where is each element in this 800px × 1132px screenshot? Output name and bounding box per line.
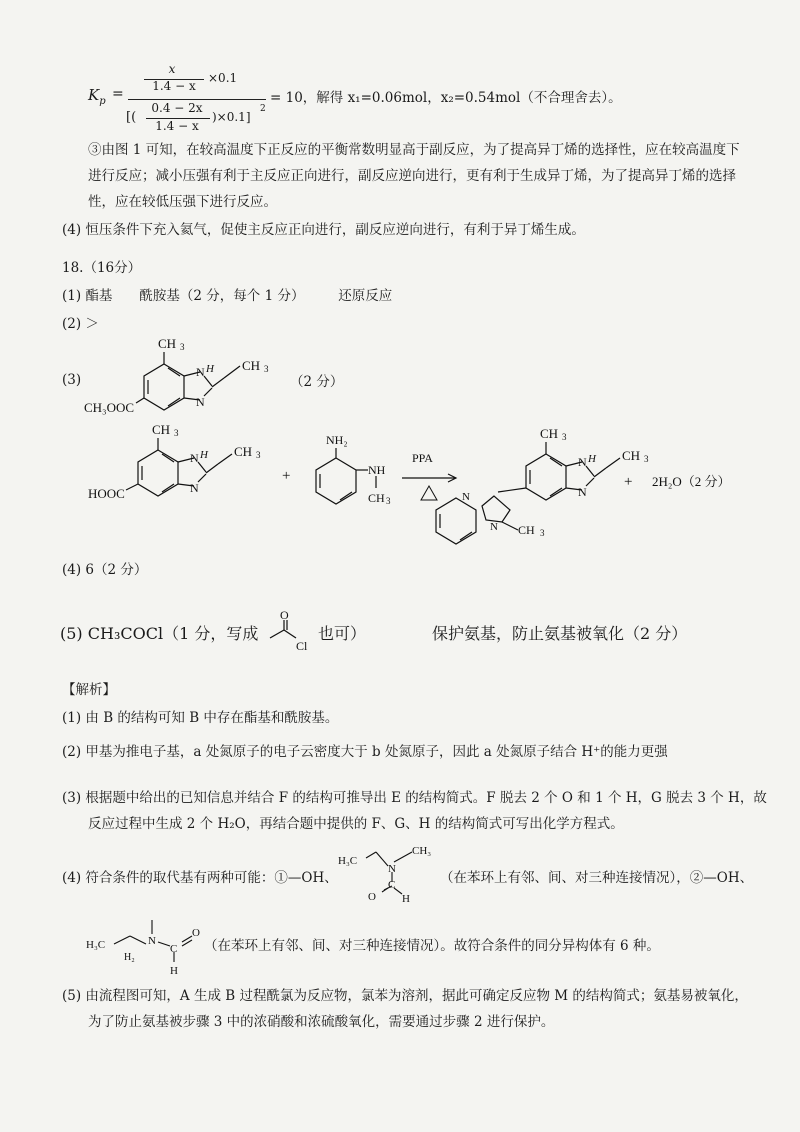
analysis-p4-mid: （在苯环上有邻、间、对三种连接情况），②—OH、 [440,870,754,886]
plus-1: + [282,468,291,484]
p-nch3: CH [518,523,535,537]
frag2-h: H [170,965,178,976]
frag1-n: N [388,863,396,875]
num-bottom: 1.4 − x [152,79,196,93]
kp-equation [88,62,768,142]
analysis-p3-line1: (3) 根据题中给出的已知信息并结合 F 的结构可推导出 E 的结构简式。F 脱去 2 个 O 和 1 个 H，G 脱去 3 个 H，故 [62,790,767,806]
heat-triangle-icon [421,486,437,500]
analysis-p5-line2: 为了防止氨基被步骤 3 中的浓硝酸和浓硫酸氧化，需要通过步骤 2 进行保护。 [88,1014,555,1030]
kp-result: = 10，解得 x₁=0.06mol，x₂=0.54mol（不合理舍去）。 [270,90,622,106]
para-3-line2: 进行反应；减小压强有利于主反应正向进行，副反应逆向进行，更有利于生成异丁烯，为了提高异丁烯的选择 [88,168,736,184]
analysis-p3-line2: 反应过程中生成 2 个 H₂O，再结合题中提供的 F、G、H 的结构简式可写出化学方程式。 [88,816,624,832]
p-ch3: CH [540,426,559,441]
analysis-title: 【解析】 [62,682,116,698]
substituent-fragment-2 [86,914,206,976]
p-propyl-sub: 3 [644,454,649,464]
reaction-equation [86,420,766,550]
frag2-o: O [192,927,200,939]
analysis-p5-line1: (5) 由流程图可知，A 生成 B 过程酰氯为反应物，氯苯为溶剂，据此可确定反应物 M 的结构简式；氨基易被氧化， [62,988,748,1004]
r2-ch3-sub: 3 [386,496,391,506]
frag2-c: C [170,943,178,955]
den-open: [( [126,110,137,125]
q18-answer-2: (2) ＞ [62,316,99,332]
ester-n2: N [196,395,205,409]
para-3-line1: ③由图 1 可知，在较高温度下正反应的平衡常数明显高于副反应，为了提高异丁烯的选择性，应在较高温度下 [88,142,740,158]
analysis-p4-prefix: (4) 符合条件的取代基有两种可能：①—OH、 [62,870,338,886]
frag2-h2: H₂ [124,952,135,963]
frag2-n: N [148,935,156,947]
p-propyl-ch3: CH [622,448,641,463]
num-top: x [168,62,176,76]
p-ch3-sub: 3 [562,432,567,442]
frag1-h: H [402,893,410,904]
ester-ch3: CH [158,336,177,351]
acyl-o: O [280,610,289,622]
p-n3: N [462,491,470,503]
ester-nh: H [206,363,214,375]
r1-propyl-sub: 3 [256,450,261,460]
r1-nh: H [200,449,208,461]
r2-nh2: NH₂ [326,433,348,447]
r1-ch3-sub: 3 [174,428,179,438]
q18-answer-3-score: （2 分） [290,374,344,390]
frag1-ch3: CH₃ [412,845,432,857]
r2-ch3: CH [368,491,385,505]
den-exp: 2 [260,104,266,114]
analysis-p2: (2) 甲基为推电子基，a 处氮原子的电子云密度大于 b 处氮原子，因此 a 处氮原子结合 H⁺的能力更强 [62,744,668,760]
para-3-line3: 性，应在较低压强下进行反应。 [88,194,277,210]
para-4: (4) 恒压条件下充入氦气，促使主反应正向进行，副反应逆向进行，有利于异丁烯生成。 [62,222,585,238]
den-bottom: 1.4 − x [155,119,199,133]
r1-propyl-ch3: CH [234,444,253,459]
ester-n1: N [196,365,205,379]
analysis-p1: (1) 由 B 的结构可知 B 中存在酯基和酰胺基。 [62,710,339,726]
q18-header: 18.（16分） [62,260,142,276]
frag1-c: C [388,879,396,891]
q18-answer-1: (1) 酯基 酰胺基（2 分，每个 1 分） 还原反应 [62,288,393,304]
r1-n1: N [190,451,199,465]
ester-propyl-sub: 3 [264,364,269,374]
frag1-h3c: H₃C [338,855,358,867]
ester-benzimidazole-structure [84,336,324,422]
kp-equals: = [112,86,124,102]
water-product: 2H₂O（2 分） [652,474,731,489]
den-top: 0.4 − 2x [151,101,203,115]
substituent-fragment-1 [338,842,442,904]
num-times: ×0.1 [208,71,238,85]
den-times: )×0.1] [212,110,251,124]
ester-ch3-sub: 3 [180,342,185,352]
q18-answer-4: (4) 6（2 分） [62,562,148,578]
r1-n2: N [190,481,199,495]
ester-group: CH₃OOC [84,400,135,415]
r2-nh: NH [368,463,386,477]
q18-answer-3-label: (3) [62,372,82,388]
p-n4: N [490,521,498,533]
acetyl-chloride-structure [264,610,324,664]
frag2-h3c: H₃C [86,939,106,951]
p-nh: H [588,453,596,465]
r1-ch3: CH [152,422,171,437]
analysis-p4-end: （在苯环上有邻、间、对三种连接情况）。故符合条件的同分异构体有 6 种。 [204,938,660,954]
q18-answer-5-reason: 保护氨基，防止氨基被氧化（2 分） [432,624,688,643]
ester-propyl-ch3: CH [242,358,261,373]
p-n2: N [578,485,587,499]
acyl-cl: Cl [296,639,308,653]
kp-symbol: $K_p$ [88,86,106,107]
q18-answer-5-suffix: 也可） [318,624,367,643]
r1-acid: HOOC [88,486,125,501]
frag1-o: O [368,891,376,903]
p-nch3-sub: 3 [540,528,545,538]
plus-2: + [624,474,633,490]
q18-answer-5-prefix: (5) CH₃COCl（1 分，写成 [60,624,259,643]
reagent-ppa: PPA [412,451,433,465]
p-n1: N [578,455,587,469]
